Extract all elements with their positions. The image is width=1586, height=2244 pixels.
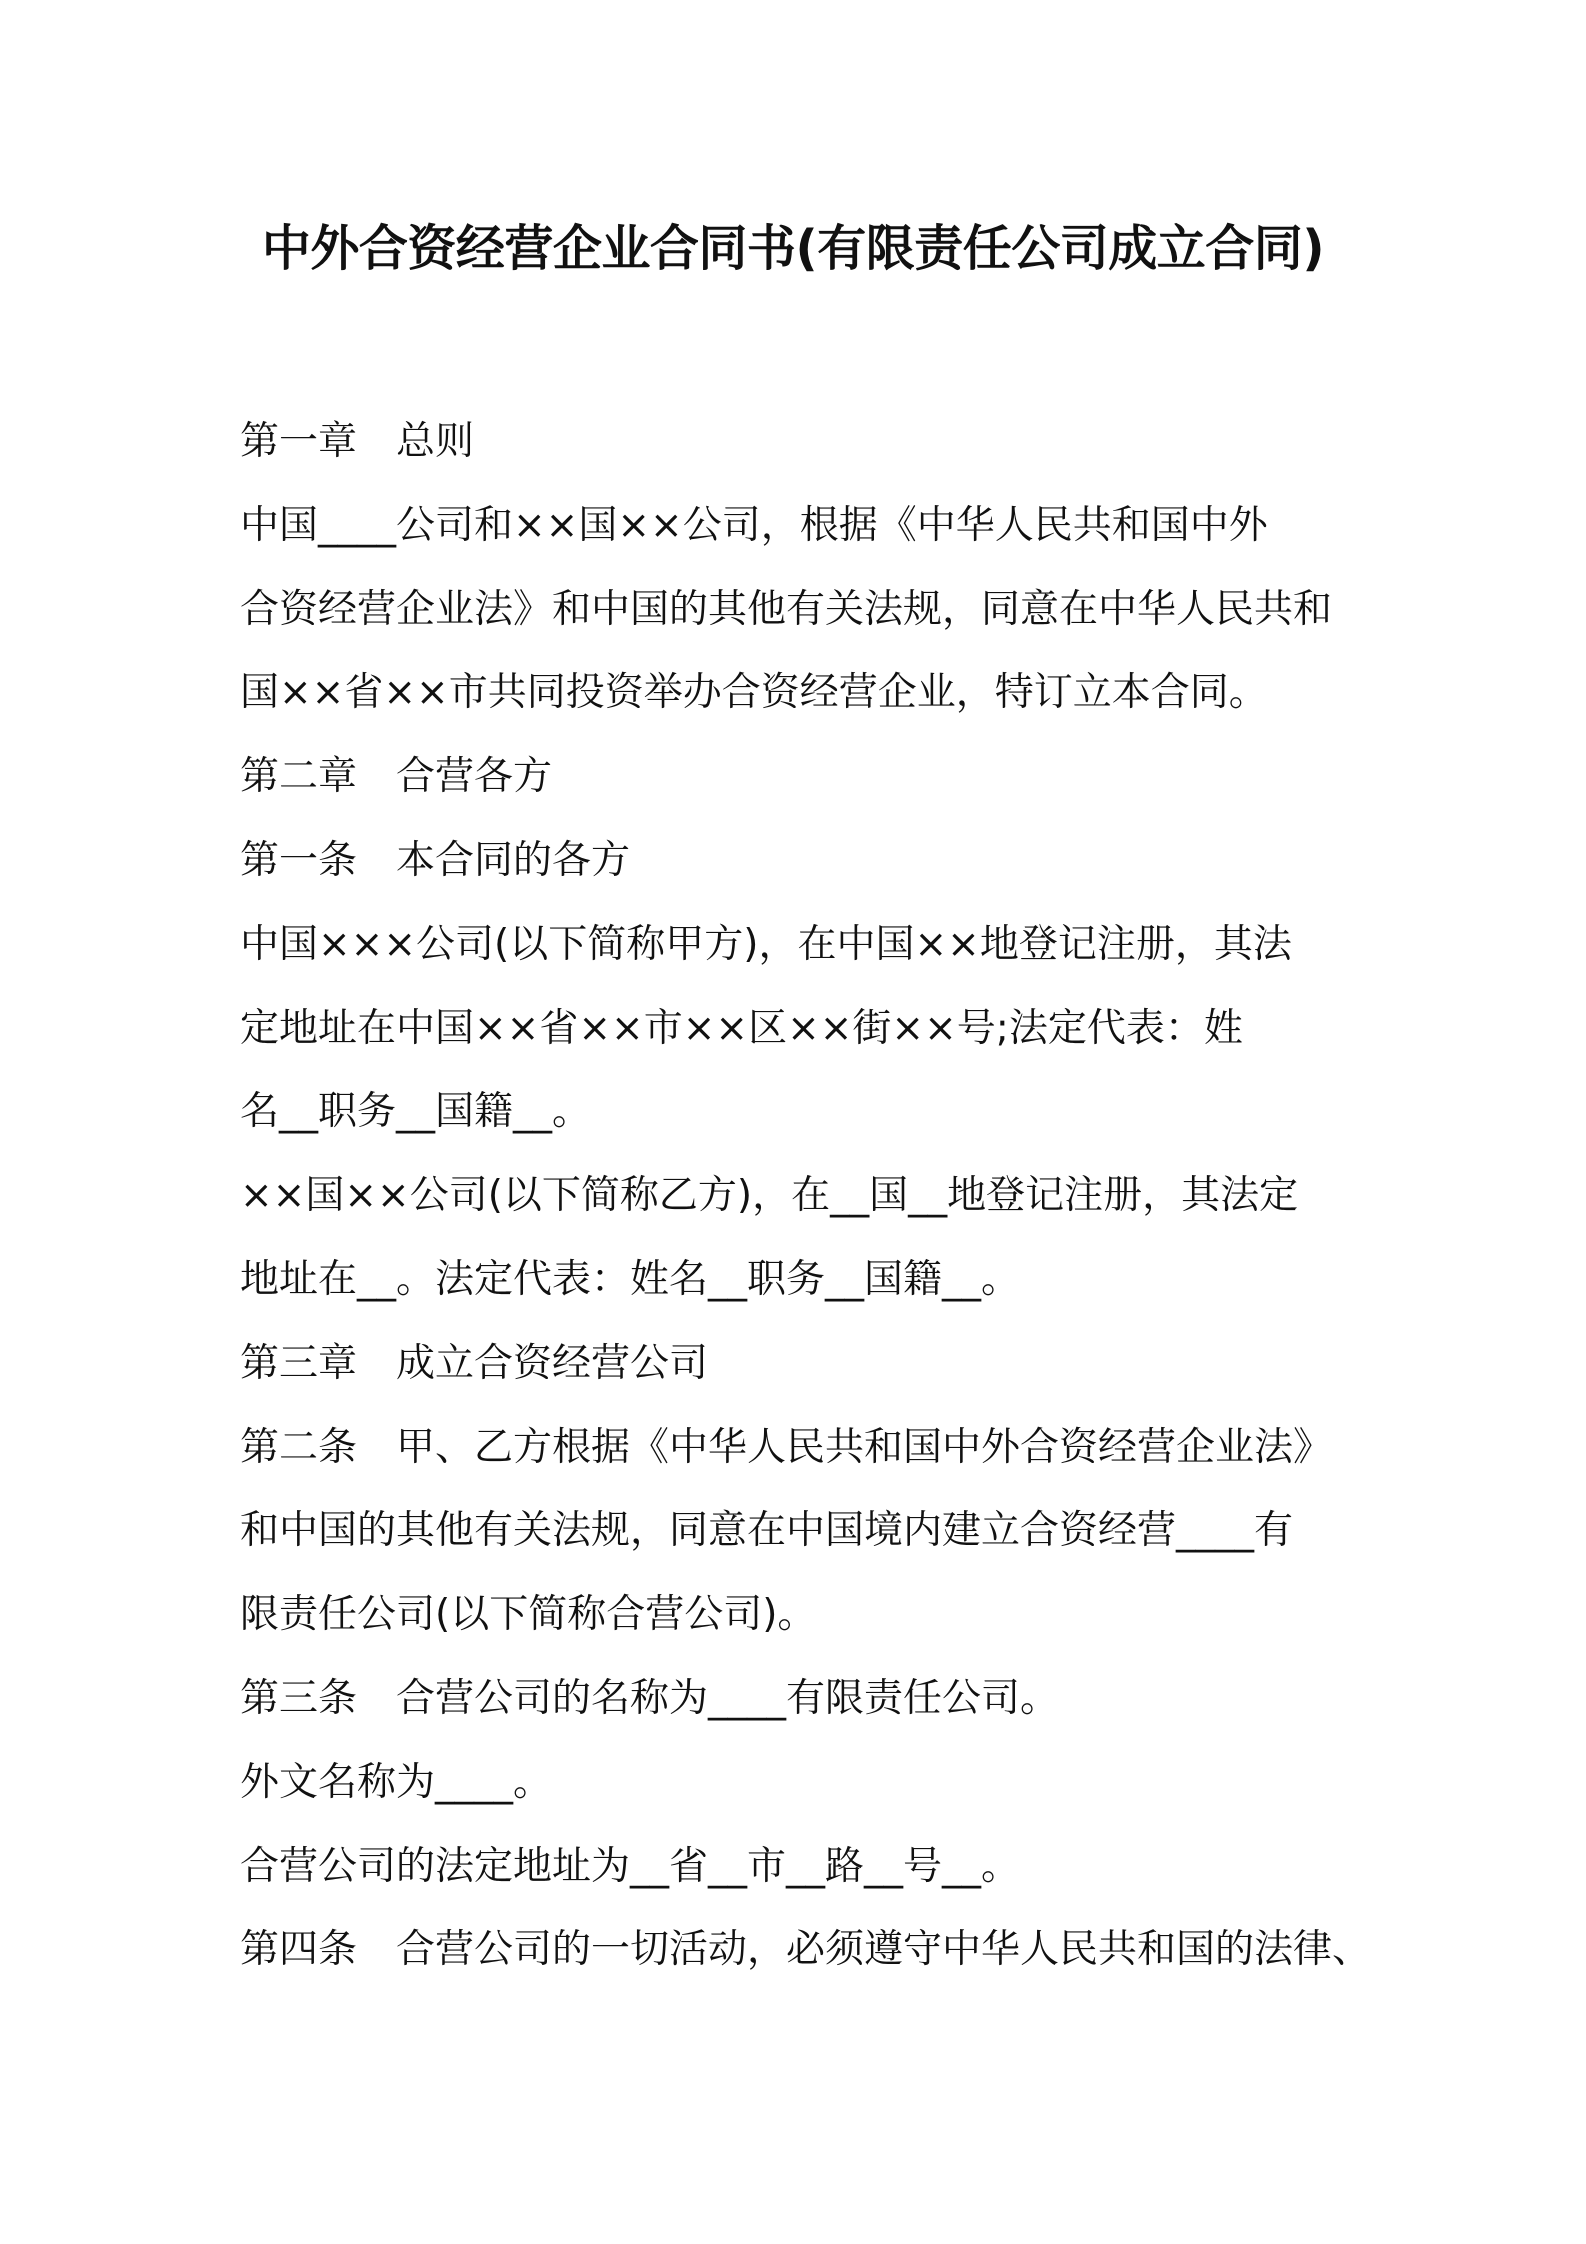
- document-body: [240, 400, 1370, 1992]
- chapter-heading: 第一章 总则: [240, 419, 475, 464]
- body-line: 中国×××公司(以下简称甲方)，在中国××地登记注册，其法: [240, 921, 1292, 967]
- document-title: 中外合资经营企业合同书(有限责任公司成立合同): [261, 220, 1325, 277]
- body-line: 限责任公司(以下简称合营公司)。: [240, 1592, 817, 1638]
- article-heading: 第一条 本合同的各方: [240, 837, 631, 883]
- body-line: 定地址在中国××省××市××区××街××号;法定代表：姓: [240, 1005, 1243, 1051]
- article-line: 第四条 合营公司的一切活动，必须遵守中华人民共和国的法律、: [240, 1927, 1372, 1973]
- body-line: ××国××公司(以下简称乙方)，在__国__地登记注册，其法定: [240, 1173, 1299, 1219]
- body-line: 合营公司的法定地址为__省__市__路__号__。: [240, 1843, 1021, 1889]
- body-line: 外文名称为____。: [240, 1759, 553, 1805]
- body-line: 合资经营企业法》和中国的其他有关法规，同意在中华人民共和: [240, 586, 1333, 632]
- article-line: 第三条 合营公司的名称为____有限责任公司。: [240, 1675, 1060, 1721]
- article-line: 第二条 甲、乙方根据《中华人民共和国中外合资经营企业法》: [240, 1424, 1333, 1470]
- body-line: 地址在__。法定代表：姓名__职务__国籍__。: [240, 1256, 1021, 1302]
- chapter-heading: 第二章 合营各方: [240, 754, 553, 800]
- body-line: 和中国的其他有关法规，同意在中国境内建立合资经营____有: [240, 1508, 1294, 1554]
- body-line: 名__职务__国籍__。: [240, 1089, 592, 1135]
- body-line: 国××省××市共同投资举办合资经营企业，特订立本合同。: [240, 670, 1268, 716]
- body-line: 中国____公司和××国××公司，根据《中华人民共和国中外: [240, 502, 1268, 548]
- chapter-heading: 第三章 成立合资经营公司: [240, 1340, 709, 1386]
